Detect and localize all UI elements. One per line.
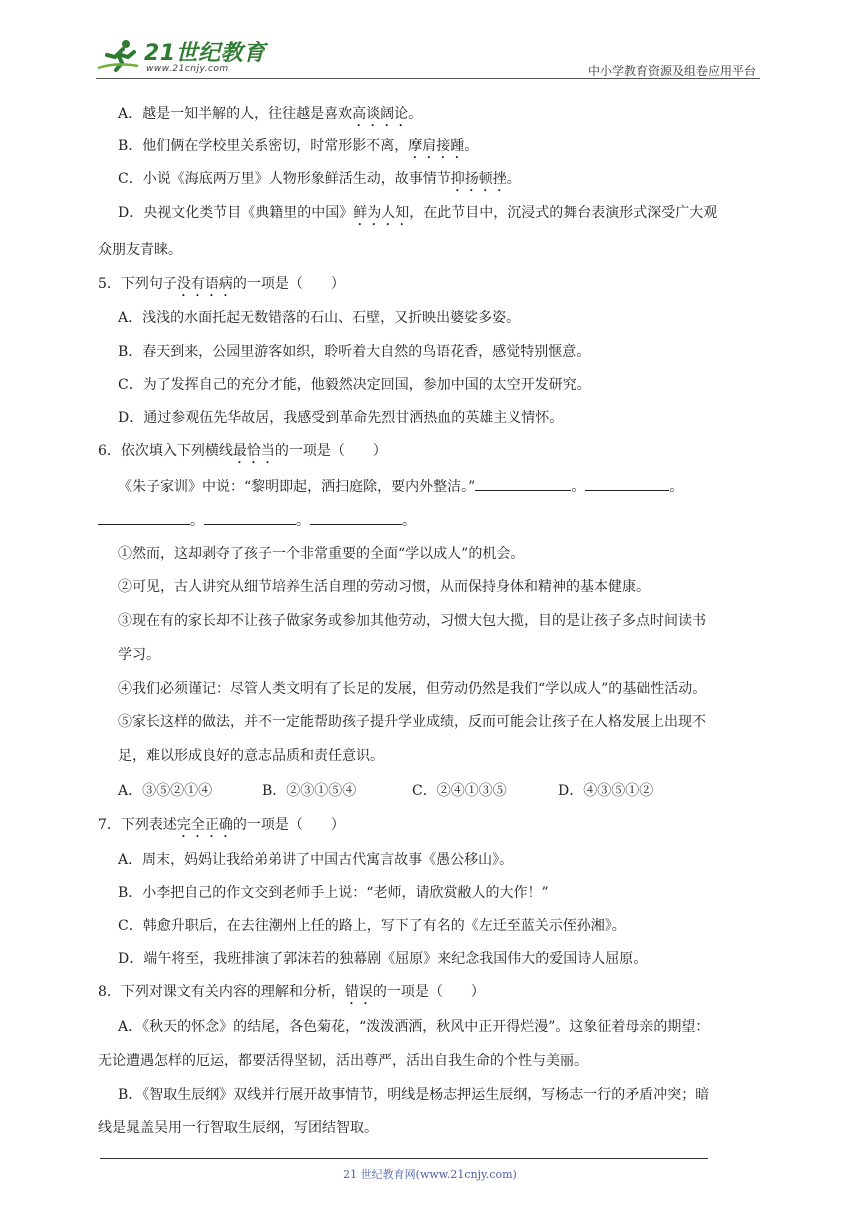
q5-option-c: C．为了发挥自己的充分才能，他毅然决定回国，参加中国的太空开发研究。: [118, 377, 591, 393]
header-tagline: 中小学教育资源及组卷应用平台: [587, 64, 756, 78]
q8-option-b: B．《智取生辰纲》双线并行展开故事情节，明线是杨志押运生辰纲，写杨志一行的矛盾冲突；暗: [118, 1087, 710, 1103]
q8-option-a: A．《秋天的怀念》的结尾，各色菊花，“泼泼洒洒，秋风中正开得烂漫”。这象征着母亲的期望：: [118, 1019, 710, 1035]
q6-sentence-3: ③现在有的家长却不让孩子做家务或参加其他劳动，习惯大包大揽，目的是让孩子多点时间读书: [118, 613, 706, 629]
q7-option-d: D．端午将至，我班排演了郭沫若的独幕剧《屈原》来纪念我国伟大的爱国诗人屈原。: [118, 951, 648, 967]
q4-option-d-cont: 众朋友青睐。: [98, 242, 182, 258]
fill-blank: [475, 476, 571, 491]
q7-option-c: C．韩愈升职后，在去往潮州上任的路上，写下了有名的《左迁至蓝关示侄孙湘》。: [118, 918, 626, 934]
footer-text: 21 世纪教育网(www.21cnjy.com): [343, 1168, 517, 1181]
header-divider: [96, 78, 760, 79]
q6-sentence-5: ⑤家长这样的做法，并不一定能帮助孩子提升学业成绩，反而可能会让孩子在人格发展上出现不: [118, 714, 706, 730]
logo-url: www.21cnjy.com: [146, 64, 229, 74]
runner-logo-icon: [96, 38, 140, 72]
q7-option-b: B．小李把自己的作文交到老师手上说：“老师，请欣赏敝人的大作！”: [118, 885, 549, 901]
q6-option-b: B．②③①⑤④: [262, 783, 357, 799]
q6-option-c: C．②④①③⑤: [412, 783, 507, 799]
fill-blank: [310, 510, 402, 525]
q5-option-b: B．春天到来，公园里游客如织，聆听着大自然的鸟语花香，感觉特别惬意。: [118, 344, 591, 360]
q4-option-b: B．他们俩在学校里关系密切，时常形影不离，摩肩接踵。: [118, 138, 479, 154]
q4-option-c: C．小说《海底两万里》人物形象鲜活生动，故事情节抑扬顿挫。: [118, 171, 521, 187]
q5-stem: 5．下列句子没有语病的一项是（ ）: [98, 276, 345, 292]
q6-option-a: A．③⑤②①④: [118, 783, 213, 799]
q6-sentence-4: ④我们必须谨记：尽管人类文明有了长足的发展，但劳动仍然是我们“学以成人”的基础性活动。: [118, 681, 707, 697]
q6-stem: 6．依次填入下列横线最恰当的一项是（ ）: [98, 443, 387, 459]
q6-options: [118, 781, 653, 801]
q6-sentence-1: ①然而，这却剥夺了孩子一个非常重要的全面“学以成人”的机会。: [118, 546, 525, 562]
fill-blank: [585, 476, 669, 491]
page-header: [96, 34, 760, 78]
q8-stem: 8．下列对课文有关内容的理解和分析，错误的一项是（ ）: [98, 984, 485, 1000]
q6-intro: 《朱子家训》中说：“黎明即起，洒扫庭除，要内外整洁。” 。 。: [118, 476, 683, 497]
fill-blank: [98, 510, 190, 525]
fill-blank: [204, 510, 296, 525]
q8-option-a-cont: 无论遭遇怎样的厄运，都要活得坚韧，活出尊严，活出自我生命的个性与美丽。: [98, 1053, 588, 1069]
logo-text: 21世纪教育: [144, 41, 266, 66]
q6-sentence-3-cont: 学习。: [118, 647, 160, 663]
q4-option-a: A．越是一知半解的人，往往越是喜欢高谈阔论。: [118, 106, 423, 122]
q6-option-d: D．④③⑤①②: [558, 783, 654, 799]
q7-stem: 7．下列表述完全正确的一项是（ ）: [98, 817, 345, 833]
q5-option-d: D．通过参观伍先华故居，我感受到革命先烈甘洒热血的英雄主义情怀。: [118, 410, 564, 426]
q5-option-a: A．浅浅的水面托起无数错落的石山、石壁，又折映出婆娑多姿。: [118, 310, 521, 326]
site-logo: [96, 36, 266, 76]
q4-option-d: D．央视文化类节目《典籍里的中国》鲜为人知，在此节目中，沉浸式的舞台表演形式深受广大观: [118, 205, 718, 221]
footer-divider: [100, 1158, 708, 1159]
q6-sentence-5-cont: 足，难以形成良好的意志品质和责任意识。: [118, 748, 384, 764]
q7-option-a: A．周末，妈妈让我给弟弟讲了中国古代寓言故事《愚公移山》。: [118, 852, 514, 868]
q6-blanks: 。 。 。: [98, 510, 416, 531]
q6-sentence-2: ②可见，古人讲究从细节培养生活自理的劳动习惯，从而保持身体和精神的基本健康。: [118, 579, 650, 595]
q8-option-b-cont: 线是晁盖吴用一行智取生辰纲，写团结智取。: [98, 1120, 378, 1136]
